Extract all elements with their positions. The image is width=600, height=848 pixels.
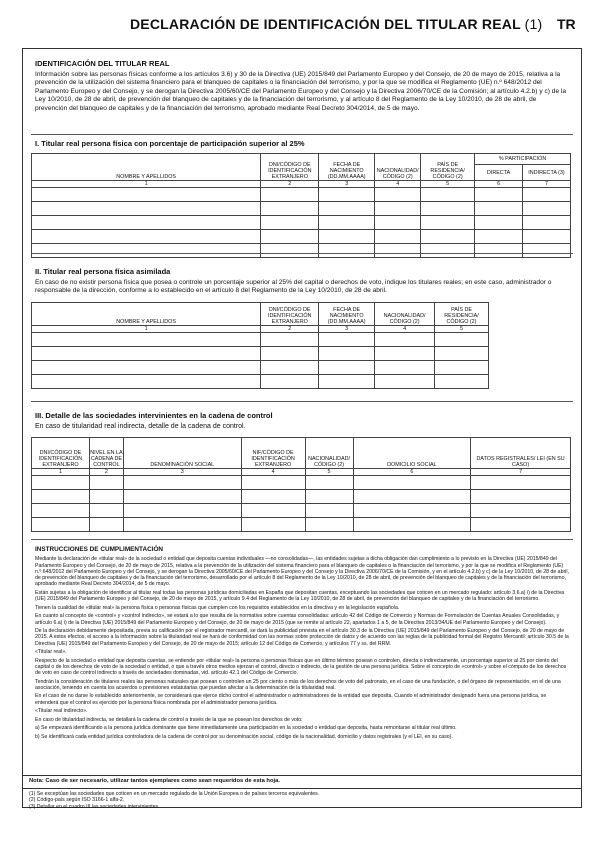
instruction-paragraph: a) Se empezará identificando a la persona jurídica dominante que tiene inmediatamente una participación en la sociedad o entidad que deposita, hasta remontarse al titular real último. xyxy=(35,725,457,732)
instruction-paragraph: Tendrán la consideración de titulares reales las personas naturales que posean o controlen un 25 por ciento o más de los derechos de voto del patronato, en el caso de una fundación, o del órgano de representación, en el de una asociación, teniendo en cuenta los acuerdos o previsiones estatutarias que puedan afectar a la determinación de la titularidad real. xyxy=(35,678,561,691)
section1-heading: I. Titular real persona física con porcentaje de participación superior al 25% xyxy=(35,139,305,148)
col-number: 7 xyxy=(523,181,571,188)
col-number: 6 xyxy=(353,469,471,476)
table-row[interactable] xyxy=(32,347,489,361)
col-header: DNI/CÓDIGO DE IDENTIFICACIÓN EXTRANJERO xyxy=(261,303,319,326)
instruction-paragraph: «Titular real». xyxy=(35,649,67,656)
col-header: % PARTICIPACIÓN xyxy=(475,154,571,165)
col-number: 5 xyxy=(435,326,489,333)
instruction-paragraph: En cuanto al concepto de «control» y «control indirecto», se estará a lo que resulta de la normativa sobre cuentas consolidadas: artículo 42 del Código de Comercio y Normas de Formulación de Cuentas Anuales Consolidadas, y artículo 6.a) i) de la Directiva (UE) 2015/849 del Parlamento Europeo y del Consejo, de 20 de mayo de 2015 (que se remite al artículo 22, apartados 1 a 5, de la Directiva 2013/34/UE del Parlamento Europeo y del Consejo). xyxy=(35,613,560,626)
instruction-paragraph: De la declaración debidamente depositada, previa su calificación por el registrador mercantil, se dará la publicidad prevista en el artículo 30.3 de la Directiva (UE) 2015/849 del Parlamento Europeo y del Consejo, de 20 de mayo de 2015. A estos efectos, el acceso a la información sobre la titularidad real se hará de conformidad con las normas sobre protección de datos y de acuerdo con las reglas de la publicidad formal del Registro Mercantil: artículo 30.5 de la Directiva (UE) 2015/849 del Parlamento Europeo y del Consejo, de 20 de mayo de 2015; artículo 12 del Código de Comercio, y artículos 77 y ss. del RRM. xyxy=(35,628,569,647)
col-header: PAÍS DE RESIDENCIA/ CÓDIGO (2) xyxy=(435,303,489,326)
col-header: NOMBRE Y APELLIDOS xyxy=(32,303,261,326)
col-number: 4 xyxy=(375,181,421,188)
col-header: DIRECTA xyxy=(475,165,523,181)
instruction-paragraph: Están sujetas a la obligación de identificar al titular real todas las personas jurídicas domiciliadas en España que depositan cuentas, exceptuando las sociedades que coticen en un mercado regulado: artículo 3.6.a) i) de la Directiva (UE) 2015/849 del Parlamento Europeo y del Consejo, de 20 de mayo de 2015, y artículo 9.4 del Reglamento de la Ley 10/2010, de 28 de abril, de prevención del blanqueo de capitales y de la financiación del terrorismo. xyxy=(35,589,565,603)
col-header: DNI/CÓDIGO DE IDENTIFICACIÓN EXTRANJERO xyxy=(32,438,90,469)
instruction-paragraph: Respecto de la sociedad o entidad que deposita cuentas, se entiende por «titular real» la persona o personas físicas que en último término posean o controlen, directa o indirectamente, un porcentaje superior al 25 por ciento del capital o de los derechos de voto de la sociedad o entidad, o que a través otros medios ejerzan el control, directo o indirecto, de la gestión de una persona jurídica. Sobre el concepto de «control» y sobre el cómputo de los derechos de voto en caso de control indirecto a través de sociedades dominadas, vid. artículo 42.1 del Código de Comercio. xyxy=(35,657,567,677)
instruction-paragraph: Mediante la declaración de «titular real» de la sociedad o entidad que deposita cuentas individuales —no consolidadas—, las entidades sujetas a dicha obligación dan cumplimiento a lo previsto en la Directiva (UE) 2015/849 del Parlamento Europeo y del Consejo, de 20 de mayo de 2015, relativa a la prevención de la utilización del sistema financiero para el blanqueo de capitales o la financiación del terrorismo, y por la que se modifica el Reglamento (UE) n.º 648/2012 del Parlamento Europeo y del Consejo, y se derogan la Directiva 2005/60/CE del Parlamento Europeo y del Consejo y la Directiva 2006/70/CE de la Comisión, y en el artículo 4.2.b) y c) de la Ley 10/2010, de 28 de abril, de prevención del blanqueo de capitales y de la financiación del terrorismo, desarrollado por el artículo 8 del Reglamento de la Ley 10/2010, de 28 de abril, de prevención del blanqueo de capitales y de la financiación del terrorismo, aprobado mediante Real Decreto 304/2014, de 5 de mayo. xyxy=(35,556,569,588)
page-header xyxy=(0,16,600,36)
col-number: 3 xyxy=(319,181,375,188)
col-number: 4 xyxy=(375,326,435,333)
footnote: (2) Código-país según ISO 3166-1 alfa-2. xyxy=(29,797,125,804)
col-header: FECHA DE NACIMIENTO (DD.MM.AAAA) xyxy=(319,303,375,326)
col-number: 1 xyxy=(32,469,90,476)
instruction-paragraph: Tienen la cualidad de «titular real» la persona física o personas físicas que cumplen con los requisitos establecidos en la directiva y en la legislación española. xyxy=(35,604,400,611)
col-header: NACIONALIDAD/ CÓDIGO (2) xyxy=(305,438,353,469)
col-header: NACIONALIDAD/ CÓDIGO (2) xyxy=(375,303,435,326)
table-row[interactable] xyxy=(32,333,489,347)
col-number: 5 xyxy=(421,181,475,188)
table-row[interactable] xyxy=(32,518,571,532)
instruction-paragraph: En el caso de no darse lo establecido anteriormente, se considerará que ejerce dicho control el administrador o administradores de la entidad que deposita. Cuando el administrador designado fuera una persona jurídica, se entenderá que el control es ejercido por la persona física nombrada por el administrador persona jurídica. xyxy=(35,693,547,706)
section2-text: En caso de no existir persona física que posea o controle un porcentaje superior al 25% del capital o derechos de voto, indique los titulares reales; en este caso, administrador o responsable de la dirección, conforme a lo establecido en el artículo 8 del Reglamento de la Ley 10/2010, de 28 de abril. xyxy=(35,279,552,295)
section3-table xyxy=(31,437,571,532)
table-row[interactable] xyxy=(32,244,571,258)
table-row[interactable] xyxy=(32,230,571,244)
col-number: 3 xyxy=(123,469,241,476)
table-row[interactable] xyxy=(32,476,571,490)
divider xyxy=(31,401,573,402)
col-number: 2 xyxy=(261,326,319,333)
col-header: DATOS REGISTRALES/ LEI (EN SU CASO) xyxy=(471,438,571,469)
col-header: INDIRECTA (3) xyxy=(523,165,571,181)
col-number: 2 xyxy=(261,181,319,188)
footnote: (1) Se exceptúan las sociedades que coticen en un mercado regulado de la Unión Europea o de países terceros equivalentes. xyxy=(29,791,320,797)
footnote: (3) Detallar en el cuadro III las sociedades intervinientes. xyxy=(29,803,160,810)
intro-text: Información sobre las personas físicas conforme a los artículos 3.6) y 30 de la Directiva (UE) 2015/849 del Parlamento Europeo y del Consejo, de 20 de mayo de 2015, relativa a la prevención de la utilización del sistema financiero para el blanqueo de capitales o la financiación del terrorismo, y por la que se modifica el Reglamento (UE) n.º 648/2012 del Parlamento Europeo y del Consejo, y se derogan la Directiva 2005/60/CE del Parlamento Europeo y del Consejo y la Directiva 2006/70/CE de la Comisión; al artículo 4.2.b) y c) de la Ley 10/2010, de 28 de abril, de prevención del blanqueo de capitales y de la financiación del terrorismo, y al artículo 8 del Reglamento de la Ley 10/2010, de 28 de abril, de prevención del blanqueo de capitales y de la financiación del terrorismo, aprobado mediante Real Decreto 304/2014, de 5 de mayo. xyxy=(35,71,567,112)
table-row[interactable] xyxy=(32,504,571,518)
section3-subtitle: En caso de titularidad real indirecta, detalle de la cadena de control. xyxy=(35,423,246,430)
table-row[interactable] xyxy=(32,216,571,230)
section3-heading: III. Detalle de las sociedades intervinientes en la cadena de control xyxy=(35,411,273,420)
table-row[interactable] xyxy=(32,202,571,216)
divider xyxy=(31,539,573,540)
col-number: 4 xyxy=(241,469,305,476)
col-number: 1 xyxy=(32,181,261,188)
table-row[interactable] xyxy=(32,375,489,389)
form-title xyxy=(130,16,542,32)
col-header: FECHA DE NACIMIENTO (DD.MM.AAAA) xyxy=(319,154,375,181)
col-header: NIF/CÓDIGO DE IDENTIFICACIÓN EXTRANJERO xyxy=(241,438,305,469)
instruction-paragraph: b) Se identificará cada entidad jurídica controladora de la cadena de control por su denominación social, código de la nacionalidad, domicilio y datos registrales (y el LEI, en su caso). xyxy=(35,733,453,740)
title-text: DECLARACIÓN DE IDENTIFICACIÓN DEL TITULAR REAL xyxy=(130,16,521,32)
divider xyxy=(31,253,573,254)
section2-heading: II. Titular real persona física asimilada xyxy=(35,267,171,276)
intro-heading: IDENTIFICACIÓN DEL TITULAR REAL xyxy=(35,59,170,68)
instructions-section xyxy=(35,547,570,742)
col-header: PAÍS DE RESIDENCIA/ CÓDIGO (2) xyxy=(421,154,475,181)
intro-section xyxy=(35,59,570,113)
section2-table xyxy=(31,302,489,389)
instructions-heading: INSTRUCCIONES DE CUMPLIMENTACIÓN xyxy=(35,546,164,553)
divider xyxy=(23,775,581,776)
section1-table xyxy=(31,153,571,258)
table-row[interactable] xyxy=(32,188,571,202)
col-header: NACIONALIDAD/ CÓDIGO (2) xyxy=(375,154,421,181)
divider xyxy=(31,134,573,135)
footnotes xyxy=(29,791,564,810)
col-number: 6 xyxy=(475,181,523,188)
col-header: DOMICILIO SOCIAL xyxy=(353,438,471,469)
notes-heading: Nota: Caso de ser necesario, utilizar tantos ejemplares como sean requeridos de esta hoja. xyxy=(29,778,280,784)
instruction-paragraph: En caso de titularidad indirecta, se detallará la cadena de control a través de la que se posean los derechos de voto: xyxy=(35,716,303,723)
table-row[interactable] xyxy=(32,361,489,375)
form-code: TR xyxy=(557,16,576,32)
instruction-paragraph: «Titular real indirecto». xyxy=(35,708,88,715)
col-number: 7 xyxy=(471,469,571,476)
form-frame xyxy=(22,48,582,808)
col-number: 2 xyxy=(89,469,123,476)
col-header: DNI/CÓDIGO DE IDENTIFICACIÓN EXTRANJERO xyxy=(261,154,319,181)
col-number: 5 xyxy=(305,469,353,476)
col-header: DENOMINACIÓN SOCIAL xyxy=(123,438,241,469)
table-row[interactable] xyxy=(32,490,571,504)
title-footnote-ref: (1) xyxy=(524,16,543,32)
col-header: NIVEL EN LA CADENA DE CONTROL xyxy=(89,438,123,469)
col-number: 3 xyxy=(319,326,375,333)
col-number: 1 xyxy=(32,326,261,333)
divider xyxy=(23,788,581,789)
col-header: NOMBRE Y APELLIDOS xyxy=(32,154,261,181)
